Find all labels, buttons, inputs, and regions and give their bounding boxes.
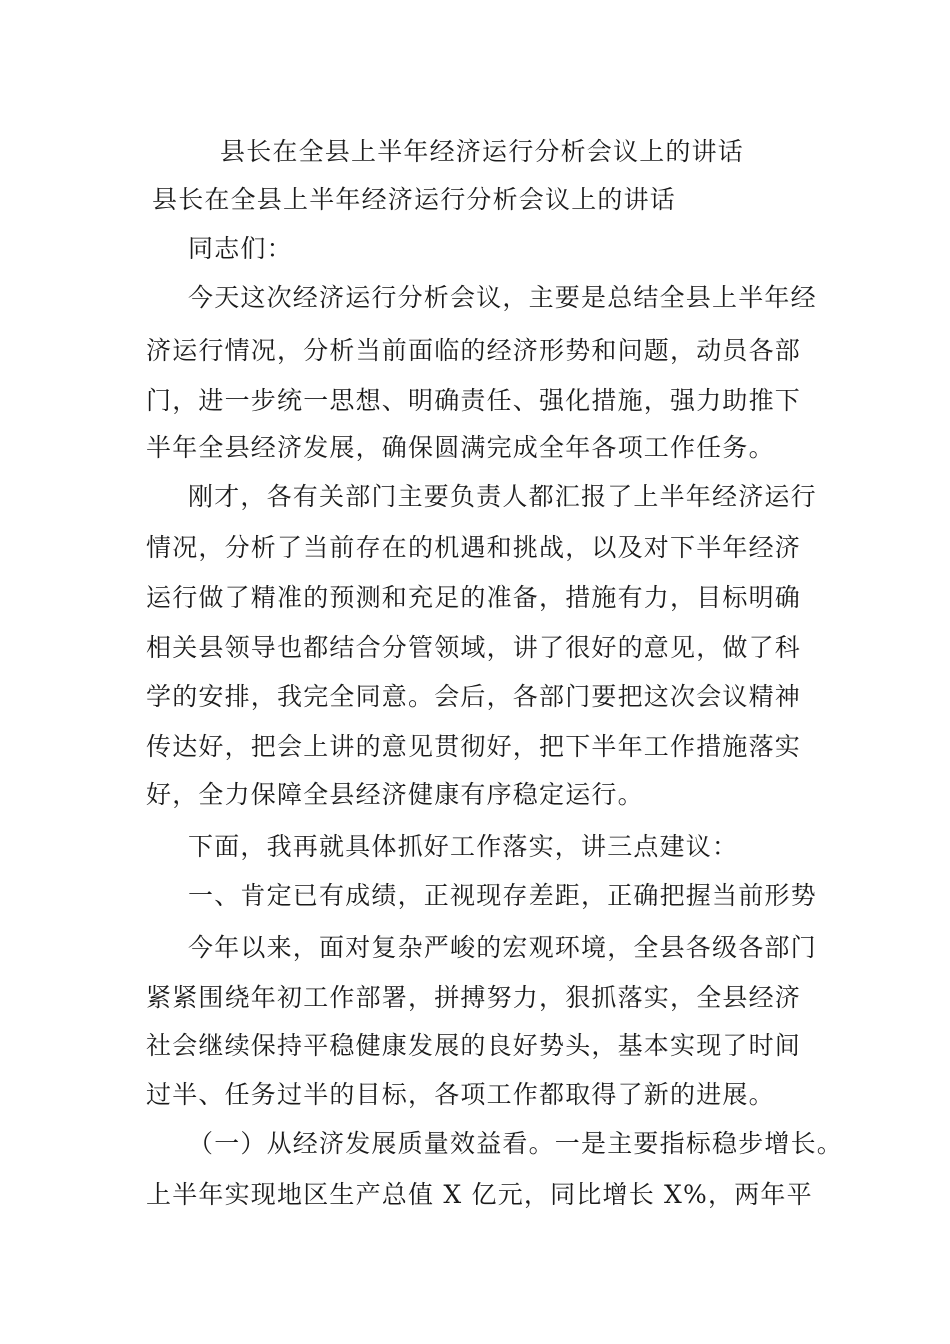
body-line: 运行做了精准的预测和充足的准备，措施有力，目标明确 [146, 583, 802, 612]
document-subtitle: 县长在全县上半年经济运行分析会议上的讲话 [152, 185, 677, 214]
body-line: 情况，分析了当前存在的机遇和挑战，以及对下半年经济 [146, 533, 802, 562]
body-line: 今年以来，面对复杂严峻的宏观环境，全县各级各部门 [188, 933, 817, 962]
body-line: 今天这次经济运行分析会议，主要是总结全县上半年经 [188, 283, 817, 312]
body-line: 门，进一步统一思想、明确责任、强化措施，强力助推下 [146, 386, 802, 415]
subsection-heading: （一）从经济发展质量效益看。一是主要指标稳步增长。 [188, 1129, 844, 1158]
body-line: 下面，我再就具体抓好工作落实，讲三点建议： [188, 832, 739, 861]
document-title: 县长在全县上半年经济运行分析会议上的讲话 [220, 137, 745, 166]
body-line: 传达好，把会上讲的意见贯彻好，把下半年工作措施落实 [146, 732, 802, 761]
body-line: 紧紧围绕年初工作部署，拼搏努力，狠抓落实，全县经济 [146, 983, 802, 1012]
body-line: 好，全力保障全县经济健康有序稳定运行。 [146, 780, 644, 809]
body-line: 上半年实现地区生产总值 X 亿元，同比增长 X%，两年平 [146, 1180, 813, 1209]
body-line: 同志们： [188, 234, 293, 263]
body-line: 半年全县经济发展，确保圆满完成全年各项工作任务。 [146, 433, 775, 462]
body-line: 过半、任务过半的目标，各项工作都取得了新的进展。 [146, 1080, 775, 1109]
body-line: 刚才，各有关部门主要负责人都汇报了上半年经济运行 [188, 482, 817, 511]
body-line: 学的安排，我完全同意。会后，各部门要把这次会议精神 [146, 682, 802, 711]
section-heading: 一、肯定已有成绩，正视现存差距，正确把握当前形势 [188, 881, 817, 910]
body-line: 相关县领导也都结合分管领域，讲了很好的意见，做了科 [146, 633, 802, 662]
body-line: 济运行情况，分析当前面临的经济形势和问题，动员各部 [146, 336, 802, 365]
body-line: 社会继续保持平稳健康发展的良好势头，基本实现了时间 [146, 1031, 802, 1060]
